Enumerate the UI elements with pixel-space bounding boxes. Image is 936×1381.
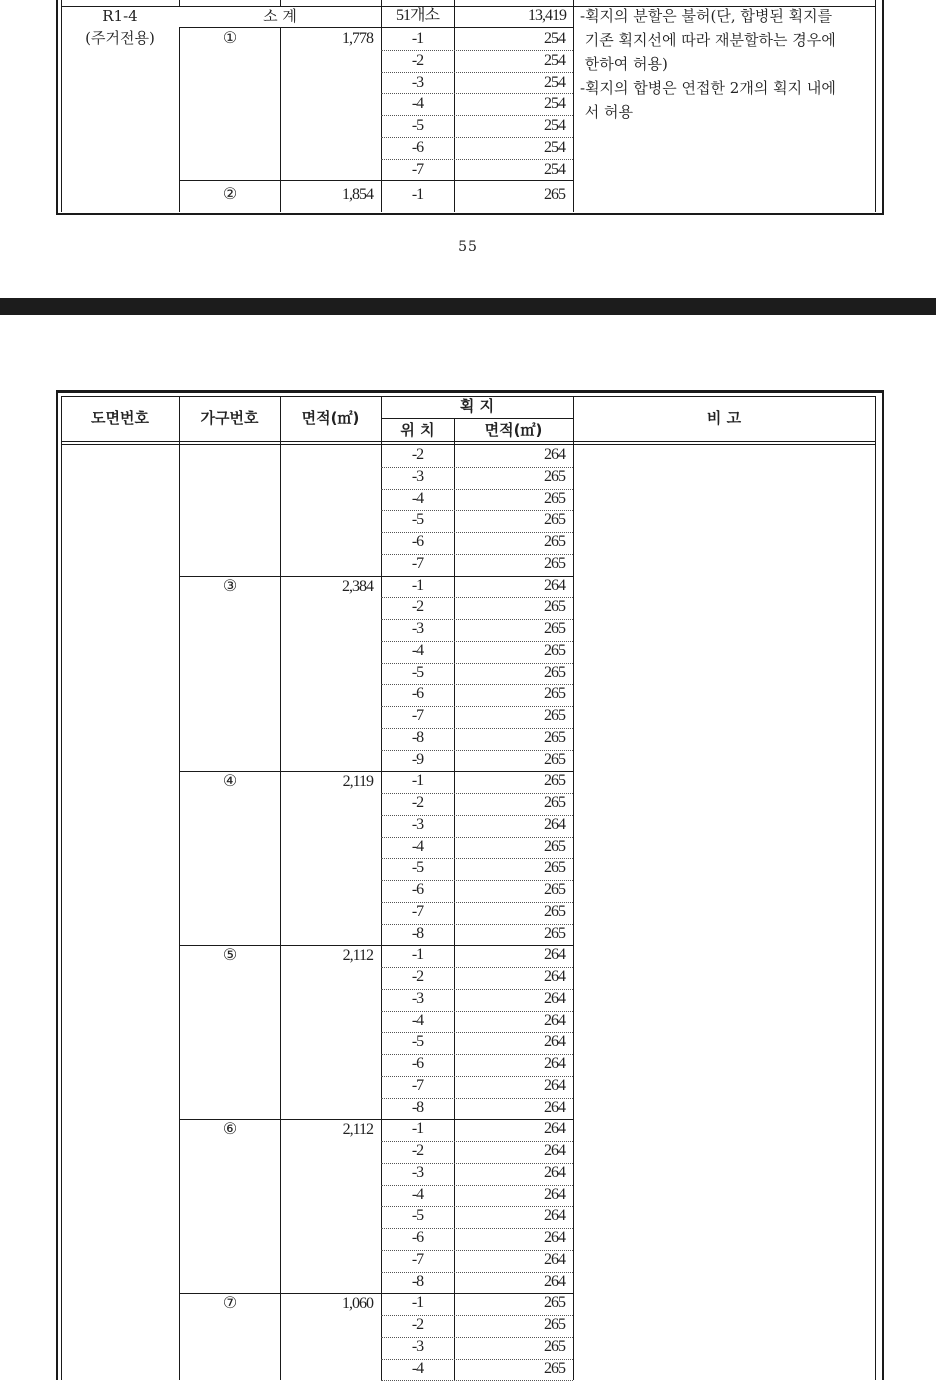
remark-line: 한하여 허용) — [580, 55, 668, 73]
lot-position: -6 — [411, 138, 424, 156]
header-border-bottom — [61, 441, 875, 442]
header-lot-split — [381, 418, 573, 419]
remark-line: -획지의 분할은 불허(단, 합병된 획지를 — [580, 7, 833, 25]
lot-area: 254 — [544, 73, 565, 91]
column-border — [573, 0, 574, 212]
lot-area: 265 — [544, 924, 565, 942]
lot-area: 265 — [544, 707, 565, 724]
lot-position: -6 — [411, 1229, 424, 1246]
lot-area: 265 — [544, 598, 565, 616]
lot-position: -1 — [411, 30, 424, 47]
lot-area: 265 — [544, 859, 565, 877]
lot-position: -6 — [411, 685, 424, 703]
block-number: ⑥ — [222, 1121, 237, 1139]
lot-position: -1 — [411, 1294, 424, 1312]
table-outer-border-right — [882, 0, 884, 215]
block-number: ⑦ — [222, 1295, 237, 1313]
table-outer-border-top — [56, 390, 884, 393]
lot-area: 264 — [544, 1250, 565, 1268]
lot-position: -1 — [411, 576, 424, 594]
lot-position: -5 — [411, 511, 424, 529]
block-border — [179, 180, 573, 181]
lot-position: -5 — [411, 117, 424, 134]
lot-position: -2 — [411, 794, 424, 811]
lot-area: 264 — [544, 1142, 565, 1159]
lot-area: 265 — [544, 1294, 565, 1312]
lot-area: 264 — [544, 1185, 565, 1203]
lot-position: -3 — [411, 467, 424, 485]
lot-position: -4 — [411, 837, 424, 855]
lot-area: 254 — [544, 51, 565, 69]
lot-area: 264 — [544, 946, 565, 964]
lot-position: -2 — [411, 968, 424, 985]
lot-area: 264 — [544, 1163, 565, 1181]
block-area: 2,384 — [342, 577, 373, 595]
lot-position: -3 — [411, 989, 424, 1007]
header-area: 면적(㎡) — [301, 409, 360, 427]
lot-area: 264 — [544, 1229, 565, 1246]
block-area: 2,119 — [342, 773, 373, 791]
lot-area: 264 — [544, 1011, 565, 1029]
lot-position: -3 — [411, 620, 424, 637]
lot-position: -3 — [411, 73, 424, 91]
lot-position: -7 — [411, 902, 424, 920]
lot-position: -4 — [411, 1011, 424, 1029]
lot-position: -2 — [411, 598, 424, 616]
lot-position: -6 — [411, 1055, 424, 1072]
header-border-bottom-inner — [61, 444, 875, 445]
lot-position: -8 — [411, 1098, 424, 1116]
lot-area: 254 — [544, 117, 565, 134]
row-divider — [381, 115, 573, 116]
lot-position: -7 — [411, 554, 424, 572]
lot-area: 264 — [544, 446, 565, 463]
lot-area: 265 — [544, 620, 565, 637]
remark-line: 기존 획지선에 따라 재분할하는 경우에 — [580, 31, 836, 49]
header-block-number: 가구번호 — [200, 409, 259, 427]
lot-position: -6 — [411, 533, 424, 550]
lot-position: -6 — [411, 881, 424, 898]
subtotal-count: 51개소 — [396, 7, 439, 24]
page-number: 55 — [458, 239, 478, 255]
lot-area: 265 — [544, 1316, 565, 1333]
remark-line: 서 허용 — [580, 103, 634, 121]
column-border — [573, 396, 574, 1380]
lot-area: 265 — [544, 1359, 565, 1377]
lot-position: -5 — [411, 1207, 424, 1225]
lot-position: -1 — [411, 1120, 424, 1138]
lot-area: 254 — [544, 138, 565, 156]
lot-area: 264 — [544, 1272, 565, 1290]
table-bottom-border — [56, 213, 884, 215]
lot-area: 265 — [544, 772, 565, 790]
lot-position: -7 — [411, 1076, 424, 1094]
lot-position: -9 — [411, 750, 424, 768]
lot-position: -1 — [411, 186, 424, 204]
lot-position: -7 — [411, 1250, 424, 1268]
lot-area: 264 — [544, 1098, 565, 1116]
lot-area: 264 — [544, 1207, 565, 1225]
drawing-number: R1-4 — [102, 7, 138, 25]
lot-area: 264 — [544, 968, 565, 985]
lot-area: 265 — [544, 750, 565, 768]
subtotal-area: 13,419 — [528, 7, 566, 24]
subtotal-bottom-border — [179, 27, 573, 28]
lot-area: 265 — [544, 837, 565, 855]
lot-area: 265 — [544, 1337, 565, 1355]
table-inner-border-left — [61, 396, 62, 1380]
block-number: ③ — [222, 577, 237, 595]
lot-position: -8 — [411, 728, 424, 746]
block-number: ② — [222, 186, 237, 204]
table-inner-border-right — [875, 0, 876, 212]
table-outer-border-right — [882, 390, 884, 1380]
lot-area: 264 — [544, 1055, 565, 1072]
lot-area: 265 — [544, 663, 565, 681]
lot-area: 264 — [544, 576, 565, 594]
lot-area: 254 — [544, 95, 565, 113]
lot-position: -8 — [411, 924, 424, 942]
lot-position: -4 — [411, 1359, 424, 1377]
table-outer-border-left — [56, 0, 58, 215]
lot-position: -4 — [411, 641, 424, 659]
lot-area: 265 — [544, 186, 565, 204]
lot-area: 265 — [544, 641, 565, 659]
lot-area: 265 — [544, 881, 565, 898]
lot-area: 264 — [544, 1120, 565, 1138]
lot-area: 265 — [544, 554, 565, 572]
block-number: ① — [222, 30, 237, 47]
row-divider — [381, 93, 573, 94]
remark-line: -획지의 합병은 연접한 2개의 획지 내에 — [580, 79, 836, 97]
block-number: ④ — [222, 773, 237, 791]
drawing-use: (주거전용) — [85, 29, 155, 47]
lot-position: -3 — [411, 1163, 424, 1181]
column-border — [179, 0, 180, 6]
lot-area: 264 — [544, 1033, 565, 1051]
lot-area: 265 — [544, 533, 565, 550]
block-area: 2,112 — [342, 1121, 373, 1139]
column-border — [179, 27, 180, 212]
header-remarks: 비 고 — [706, 409, 742, 427]
header-drawing-number: 도면번호 — [91, 409, 149, 427]
lot-position: -5 — [411, 663, 424, 681]
lot-area: 264 — [544, 1076, 565, 1094]
lot-area: 254 — [544, 30, 565, 47]
lot-position: -7 — [411, 160, 424, 178]
lot-area: 265 — [544, 728, 565, 746]
lot-area: 264 — [544, 815, 565, 833]
lot-position: -8 — [411, 1272, 424, 1290]
table-outer-border-left — [56, 390, 58, 1380]
header-lot-position: 위 치 — [400, 421, 435, 439]
lot-area: 265 — [544, 902, 565, 920]
block-number: ⑤ — [222, 947, 237, 965]
lot-area: 265 — [544, 794, 565, 811]
lot-position: -5 — [411, 859, 424, 877]
lot-position: -2 — [411, 1142, 424, 1159]
block-area: 1,060 — [342, 1295, 373, 1313]
block-area: 1,778 — [342, 30, 373, 47]
lot-position: -2 — [411, 446, 424, 463]
lot-area: 265 — [544, 685, 565, 703]
lot-position: -4 — [411, 95, 424, 113]
header-lot-area: 면적(㎡) — [484, 421, 543, 439]
block-area: 1,854 — [342, 186, 373, 204]
column-border — [280, 0, 281, 6]
lot-position: -1 — [411, 772, 424, 790]
column-border — [280, 27, 281, 212]
header-lot-group: 획 지 — [459, 397, 495, 415]
lot-position: -1 — [411, 946, 424, 964]
lot-position: -4 — [411, 1185, 424, 1203]
lot-position: -4 — [411, 489, 424, 507]
subtotal-label: 소 계 — [263, 7, 297, 25]
lot-position: -3 — [411, 1337, 424, 1355]
lot-area: 265 — [544, 511, 565, 529]
column-border — [280, 396, 281, 1380]
page-separator — [0, 298, 936, 315]
lot-position: -2 — [411, 51, 424, 69]
lot-area: 265 — [544, 489, 565, 507]
lot-position: -7 — [411, 707, 424, 724]
lot-position: -2 — [411, 1316, 424, 1333]
column-border — [179, 396, 180, 1380]
table-inner-border-right — [875, 396, 876, 1380]
lot-position: -5 — [411, 1033, 424, 1051]
block-area: 2,112 — [342, 947, 373, 965]
lot-position: -3 — [411, 815, 424, 833]
lot-area: 264 — [544, 989, 565, 1007]
lot-area: 254 — [544, 160, 565, 178]
lot-area: 265 — [544, 467, 565, 485]
